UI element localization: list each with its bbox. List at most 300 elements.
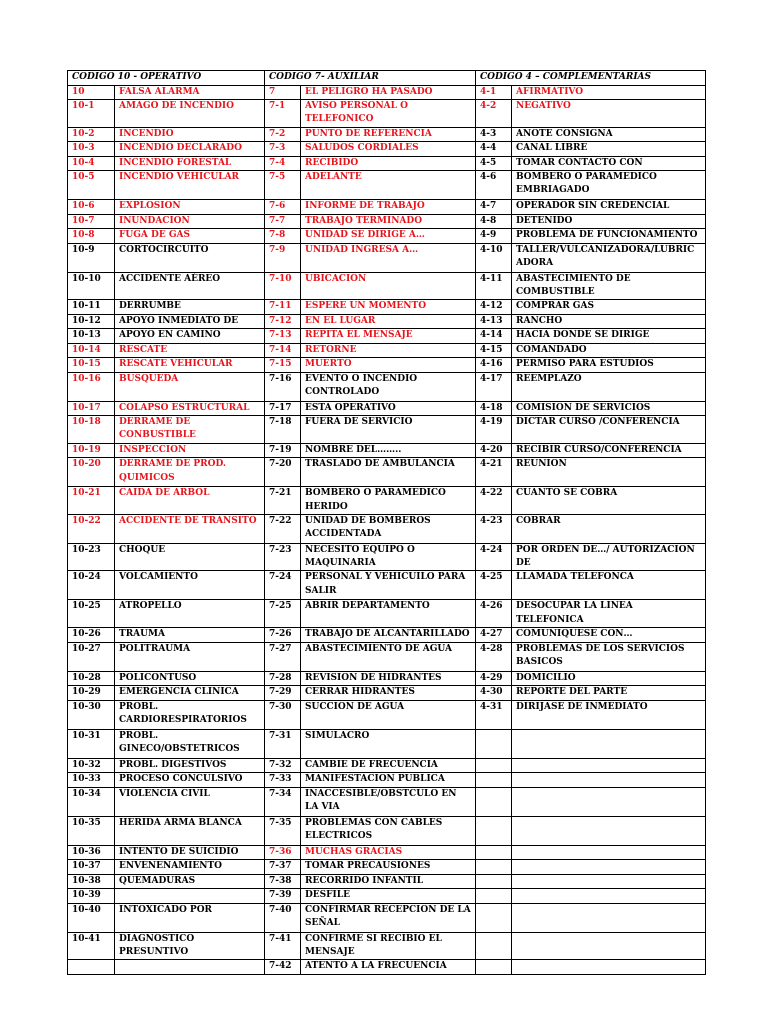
codigo-7-code-cell: 7-39 [265, 889, 301, 904]
codigo-7-code-cell: 7-42 [265, 960, 301, 975]
codigo-7-code-cell: 7-37 [265, 860, 301, 875]
codigo-4-desc-cell: REEMPLAZO [512, 372, 706, 401]
codigo-7-desc-cell: REVISION DE HIDRANTES [301, 671, 476, 686]
codigo-10-code-cell: 10-29 [68, 686, 115, 701]
codigo-10-desc-cell: DERRAME DE CONBUSTIBLE [115, 416, 265, 444]
codigo-7-desc-cell: TOMAR PRECAUSIONES [301, 860, 476, 875]
codigo-10-code-cell: 10-40 [68, 903, 115, 932]
codigo-4-code-cell: 4-15 [476, 343, 512, 358]
table-row [68, 171, 706, 200]
table-row [68, 628, 706, 643]
codigo-10-code-cell: 10-3 [68, 142, 115, 157]
codigo-10-desc-cell: DIAGNOSTICO PRESUNTIVO [115, 932, 265, 960]
codigo-4-code-cell: 4-25 [476, 571, 512, 600]
codigo-7-desc-cell: UBICACIÓN [301, 272, 476, 300]
codigo-7-code-cell: 7-40 [265, 903, 301, 932]
codigo-7-code-cell: 7-33 [265, 773, 301, 788]
table-row [68, 642, 706, 671]
codigo-7-desc-cell: TRABAJO DE ALCANTARILLADO [301, 628, 476, 643]
codigo-10-desc-cell: INTOXICADO POR [115, 903, 265, 932]
codigo-10-code-cell: 10-30 [68, 700, 115, 729]
codigo-7-desc-cell: INFORME DE TRABAJO [301, 200, 476, 215]
table-row [68, 686, 706, 701]
codigo-4-desc-cell: RANCHO [512, 314, 706, 329]
table-row [68, 458, 706, 487]
codigo-4-desc-cell [512, 960, 706, 975]
codigo-4-desc-cell: COMISION DE SERVICIOS [512, 401, 706, 416]
codigo-10-code-cell: 10-38 [68, 874, 115, 889]
codigo-10-code-cell: 10 [68, 85, 115, 100]
codigo-4-code-cell [476, 874, 512, 889]
codigo-4-code-cell: 4-5 [476, 156, 512, 171]
codigo-4-desc-cell: ANOTE CONSIGNA [512, 127, 706, 142]
codigo-4-code-cell: 4-26 [476, 600, 512, 628]
codigo-7-desc-cell: NECESITO EQUIPO O MAQUINARIA [301, 543, 476, 571]
codigo-7-desc-cell: TRASLADO DE AMBULANCIA [301, 458, 476, 487]
codigo-4-desc-cell: COMPRAR GAS [512, 300, 706, 315]
table-row [68, 329, 706, 344]
codigo-4-code-cell: 4-4 [476, 142, 512, 157]
codigo-4-code-cell: 4-24 [476, 543, 512, 571]
table-row [68, 960, 706, 975]
codigo-10-desc-cell: VIOLENCIA CIVIL [115, 787, 265, 816]
table-row [68, 487, 706, 515]
codigo-4-code-cell: 4-16 [476, 358, 512, 373]
codigo-4-desc-cell: ABASTECIMIENTO DE COMBUSTIBLE [512, 272, 706, 300]
codigo-10-desc-cell: DERRAME DE PROD. QUIMICOS [115, 458, 265, 487]
codigo-7-desc-cell: RECORRIDO INFANTIL [301, 874, 476, 889]
table-row [68, 127, 706, 142]
codigo-10-code-cell: 10-15 [68, 358, 115, 373]
codigo-10-desc-cell: APOYO INMEDIATO DE [115, 314, 265, 329]
codigo-7-desc-cell: ABRIR DEPARTAMENTO [301, 600, 476, 628]
codigo-7-desc-cell: SALUDOS CORDIALES [301, 142, 476, 157]
codigo-4-code-cell [476, 773, 512, 788]
codigo-4-desc-cell [512, 729, 706, 758]
codigo-10-desc-cell: FUGA DE GAS [115, 229, 265, 244]
codigo-10-code-cell: 10-1 [68, 100, 115, 128]
codigo-7-desc-cell: ESTA OPERATIVO [301, 401, 476, 416]
codigo-7-desc-cell: ADELANTE [301, 171, 476, 200]
codigo-4-code-cell: 4-13 [476, 314, 512, 329]
codigo-10-code-cell: 10-36 [68, 845, 115, 860]
codigo-7-code-cell: 7-1 [265, 100, 301, 128]
table-row [68, 85, 706, 100]
codigo-4-code-cell: 4-3 [476, 127, 512, 142]
codigo-10-code-cell: 10-25 [68, 600, 115, 628]
table-row [68, 416, 706, 444]
codigo-7-code-cell: 7-24 [265, 571, 301, 600]
codigo-7-code-cell: 7-20 [265, 458, 301, 487]
codigo-10-code-cell: 10-26 [68, 628, 115, 643]
header-codigo-4: CODIGO 4 – COMPLEMENTARIAS [476, 71, 706, 86]
codigo-4-code-cell: 4-19 [476, 416, 512, 444]
codigo-7-code-cell: 7-10 [265, 272, 301, 300]
codigo-7-code-cell: 7-36 [265, 845, 301, 860]
table-row [68, 314, 706, 329]
codigo-7-desc-cell: MUERTO [301, 358, 476, 373]
codigo-4-desc-cell: REPORTE DEL PARTE [512, 686, 706, 701]
codigo-7-desc-cell: BOMBERO O PARAMEDICO HERIDO [301, 487, 476, 515]
codigo-4-desc-cell [512, 845, 706, 860]
codigo-4-desc-cell: NEGATIVO [512, 100, 706, 128]
codigo-7-code-cell: 7-32 [265, 758, 301, 773]
codigo-4-desc-cell: REUNION [512, 458, 706, 487]
codigo-4-desc-cell: LLAMADA TELEFONCA [512, 571, 706, 600]
codigo-10-code-cell: 10-4 [68, 156, 115, 171]
codigo-4-code-cell: 4-31 [476, 700, 512, 729]
codigo-4-desc-cell: DESOCUPAR LA LINEA TELEFONICA [512, 600, 706, 628]
codigo-7-code-cell: 7-25 [265, 600, 301, 628]
table-row [68, 860, 706, 875]
codigo-7-code-cell: 7-23 [265, 543, 301, 571]
codigo-4-desc-cell: DICTAR CURSO /CONFERENCIA [512, 416, 706, 444]
table-row [68, 243, 706, 272]
codigo-10-desc-cell: INUNDACION [115, 214, 265, 229]
codigo-7-desc-cell: FUERA DE SERVICIO [301, 416, 476, 444]
codigo-10-code-cell: 10-6 [68, 200, 115, 215]
codigo-4-code-cell [476, 903, 512, 932]
codigo-7-code-cell: 7-15 [265, 358, 301, 373]
codigo-7-code-cell: 7-30 [265, 700, 301, 729]
codigo-10-code-cell [68, 960, 115, 975]
codigo-7-desc-cell: DESFILE [301, 889, 476, 904]
codigo-7-code-cell: 7-22 [265, 514, 301, 543]
table-row [68, 932, 706, 960]
codigo-7-desc-cell: EVENTO O INCENDIO CONTROLADO [301, 372, 476, 401]
codigo-4-code-cell: 4-6 [476, 171, 512, 200]
codigo-7-desc-cell: EN EL LUGAR [301, 314, 476, 329]
codigo-10-desc-cell: PROBL. DIGESTIVOS [115, 758, 265, 773]
codigo-10-code-cell: 10-27 [68, 642, 115, 671]
codigo-7-code-cell: 7-17 [265, 401, 301, 416]
codigo-10-desc-cell: RESCATE VEHICULAR [115, 358, 265, 373]
table-row [68, 729, 706, 758]
table-row [68, 874, 706, 889]
codigo-4-code-cell [476, 960, 512, 975]
codigo-7-desc-cell: UNIDAD SE DIRIGE A… [301, 229, 476, 244]
table-row [68, 401, 706, 416]
codigo-10-code-cell: 10-21 [68, 487, 115, 515]
codigo-10-desc-cell: COLAPSO ESTRUCTURAL [115, 401, 265, 416]
codigo-10-code-cell: 10-23 [68, 543, 115, 571]
codigo-7-desc-cell: MUCHAS GRACIAS [301, 845, 476, 860]
codigo-4-code-cell: 4-14 [476, 329, 512, 344]
codigo-7-code-cell: 7-9 [265, 243, 301, 272]
codigo-7-desc-cell: ESPERE UN MOMENTO [301, 300, 476, 315]
codigo-10-code-cell: 10-16 [68, 372, 115, 401]
codigo-4-desc-cell [512, 889, 706, 904]
table-row [68, 671, 706, 686]
codigo-10-code-cell: 10-35 [68, 816, 115, 845]
codigo-10-desc-cell: APOYO EN CAMINO [115, 329, 265, 344]
codigo-10-desc-cell: POLITRAUMA [115, 642, 265, 671]
codigo-10-code-cell: 10-32 [68, 758, 115, 773]
codigo-4-desc-cell [512, 816, 706, 845]
codigo-10-desc-cell: CORTOCIRCUITO [115, 243, 265, 272]
codigo-4-code-cell: 4-10 [476, 243, 512, 272]
table-row [68, 903, 706, 932]
codigo-10-code-cell: 10-2 [68, 127, 115, 142]
codigo-10-code-cell: 10-37 [68, 860, 115, 875]
codigo-7-code-cell: 7-11 [265, 300, 301, 315]
codigo-4-desc-cell: CANAL LIBRE [512, 142, 706, 157]
codigo-10-code-cell: 10-28 [68, 671, 115, 686]
codigo-4-code-cell: 4-18 [476, 401, 512, 416]
codigo-4-desc-cell: HACIA DONDE SE DIRIGE [512, 329, 706, 344]
codigo-7-code-cell: 7-6 [265, 200, 301, 215]
codigo-10-code-cell: 10-11 [68, 300, 115, 315]
codigo-10-desc-cell: ENVENENAMIENTO [115, 860, 265, 875]
codigo-4-desc-cell: COMUNIQUESE CON… [512, 628, 706, 643]
table-row [68, 343, 706, 358]
table-row [68, 773, 706, 788]
table-row [68, 514, 706, 543]
codigo-7-desc-cell: ABASTECIMIENTO DE AGUA [301, 642, 476, 671]
codigo-7-desc-cell: UNIDAD DE BOMBEROS ACCIDENTADA [301, 514, 476, 543]
codigo-4-code-cell [476, 758, 512, 773]
codigo-4-code-cell: 4-27 [476, 628, 512, 643]
codigo-7-desc-cell: PERSONAL Y VEHICUILO PARA SALIR [301, 571, 476, 600]
table-row [68, 571, 706, 600]
codigo-4-desc-cell [512, 773, 706, 788]
codigo-7-code-cell: 7-34 [265, 787, 301, 816]
codigo-7-desc-cell: NOMBRE DEL…….. [301, 443, 476, 458]
codigo-4-desc-cell [512, 758, 706, 773]
codigo-7-code-cell: 7-29 [265, 686, 301, 701]
codigo-4-desc-cell: POR ORDEN DE…/ AUTORIZACION DE [512, 543, 706, 571]
codigo-7-code-cell: 7-2 [265, 127, 301, 142]
codigo-4-desc-cell: TALLER/VULCANIZADORA/LUBRICADORA [512, 243, 706, 272]
codigo-10-code-cell: 10-41 [68, 932, 115, 960]
table-row [68, 889, 706, 904]
codigo-7-code-cell: 7-13 [265, 329, 301, 344]
codigo-7-desc-cell: ATENTO A LA FRECUENCIA [301, 960, 476, 975]
codigo-7-desc-cell: AVISO PERSONAL O TELEFONICO [301, 100, 476, 128]
codigo-4-code-cell: 4-17 [476, 372, 512, 401]
codigo-4-code-cell [476, 787, 512, 816]
codigo-10-code-cell: 10-24 [68, 571, 115, 600]
codigo-7-desc-cell: SUCCION DE AGUA [301, 700, 476, 729]
codigo-10-desc-cell: ACCIDENTE DE TRANSITO [115, 514, 265, 543]
table-row [68, 845, 706, 860]
radio-codes-table [67, 70, 706, 975]
codigo-7-code-cell: 7-16 [265, 372, 301, 401]
codigo-7-code-cell: 7-35 [265, 816, 301, 845]
codigo-10-desc-cell: CHOQUE [115, 543, 265, 571]
codigo-10-desc-cell: PROCESO CONCULSIVO [115, 773, 265, 788]
codes-body [68, 85, 706, 974]
codigo-7-desc-cell: CAMBIE DE FRECUENCIA [301, 758, 476, 773]
table-row [68, 700, 706, 729]
codigo-7-code-cell: 7-7 [265, 214, 301, 229]
codigo-4-desc-cell: PROBLEMA DE FUNCIONAMIENTO [512, 229, 706, 244]
codigo-7-desc-cell: REPITA EL MENSAJE [301, 329, 476, 344]
codigo-4-code-cell: 4-7 [476, 200, 512, 215]
codigo-4-desc-cell: DIRIJASE DE INMEDIATO [512, 700, 706, 729]
codigo-10-code-cell: 10-19 [68, 443, 115, 458]
table-row [68, 214, 706, 229]
codigo-4-code-cell: 4-8 [476, 214, 512, 229]
table-row [68, 156, 706, 171]
codigo-4-code-cell [476, 729, 512, 758]
codigo-4-code-cell: 4-1 [476, 85, 512, 100]
codigo-10-code-cell: 10-8 [68, 229, 115, 244]
codigo-4-code-cell: 4-20 [476, 443, 512, 458]
codigo-10-desc-cell: PROBL. CARDIORESPIRATORIOS [115, 700, 265, 729]
codigo-10-desc-cell: VOLCAMIENTO [115, 571, 265, 600]
codigo-4-code-cell: 4-21 [476, 458, 512, 487]
codigo-7-desc-cell: TRABAJO TERMINADO [301, 214, 476, 229]
codigo-7-code-cell: 7-38 [265, 874, 301, 889]
codigo-7-desc-cell: CONFIRME SI RECIBIO EL MENSAJE [301, 932, 476, 960]
codigo-10-code-cell: 10-14 [68, 343, 115, 358]
codigo-4-code-cell: 4-2 [476, 100, 512, 128]
codigo-7-code-cell: 7-26 [265, 628, 301, 643]
codigo-10-desc-cell: INCENDIO [115, 127, 265, 142]
codigo-7-desc-cell: INACCESIBLE/OBSTCULO EN LA VIA [301, 787, 476, 816]
codigo-7-desc-cell: CONFIRMAR RECEPCION DE LA SEÑAL [301, 903, 476, 932]
codigo-10-desc-cell: HERIDA ARMA BLANCA [115, 816, 265, 845]
codigo-7-code-cell: 7-3 [265, 142, 301, 157]
codigo-10-desc-cell: INTENTO DE SUICIDIO [115, 845, 265, 860]
codigo-7-code-cell: 7-31 [265, 729, 301, 758]
table-row [68, 229, 706, 244]
codigo-4-code-cell [476, 889, 512, 904]
codigo-7-desc-cell: RECIBIDO [301, 156, 476, 171]
codigo-10-desc-cell: INCENDIO FORESTAL [115, 156, 265, 171]
codigo-10-code-cell: 10-20 [68, 458, 115, 487]
table-row [68, 543, 706, 571]
codigo-4-desc-cell: CUANTO SE COBRA [512, 487, 706, 515]
codigo-10-desc-cell: INCENDIO VEHICULAR [115, 171, 265, 200]
table-row [68, 100, 706, 128]
table-row [68, 272, 706, 300]
codigo-4-desc-cell [512, 874, 706, 889]
codigo-4-code-cell [476, 845, 512, 860]
codigo-10-code-cell: 10-17 [68, 401, 115, 416]
codigo-4-desc-cell: DOMICILIO [512, 671, 706, 686]
codigo-7-code-cell: 7-8 [265, 229, 301, 244]
codigo-4-code-cell: 4-22 [476, 487, 512, 515]
codigo-7-code-cell: 7-4 [265, 156, 301, 171]
codigo-4-desc-cell: RECIBIR CURSO/CONFERENCIA [512, 443, 706, 458]
codigo-4-code-cell: 4-29 [476, 671, 512, 686]
codigo-4-desc-cell [512, 860, 706, 875]
codigo-4-desc-cell: COMANDADO [512, 343, 706, 358]
codigo-10-code-cell: 10-34 [68, 787, 115, 816]
codigo-10-desc-cell: QUEMADURAS [115, 874, 265, 889]
table-row [68, 358, 706, 373]
codigo-10-desc-cell: POLICONTUSO [115, 671, 265, 686]
codigo-4-desc-cell: AFIRMATIVO [512, 85, 706, 100]
codigo-10-desc-cell: ACCIDENTE AÉREO [115, 272, 265, 300]
table-row [68, 758, 706, 773]
codigo-10-desc-cell: PROBL. GINECO/OBSTETRICOS [115, 729, 265, 758]
codigo-10-code-cell: 10-33 [68, 773, 115, 788]
codigo-10-desc-cell: TRAUMA [115, 628, 265, 643]
codigo-4-desc-cell: PROBLEMAS DE LOS SERVICIOS BASICOS [512, 642, 706, 671]
codigo-10-code-cell: 10-9 [68, 243, 115, 272]
table-row [68, 787, 706, 816]
codigo-4-code-cell: 4-9 [476, 229, 512, 244]
header-codigo-7: CODIGO 7- AUXILIAR [265, 71, 476, 86]
codigo-4-desc-cell: TOMAR CONTACTO CON [512, 156, 706, 171]
codigo-7-desc-cell: PUNTO DE REFERENCIA [301, 127, 476, 142]
codigo-10-code-cell: 10-12 [68, 314, 115, 329]
codigo-4-code-cell: 4-28 [476, 642, 512, 671]
codigo-10-code-cell: 10-39 [68, 889, 115, 904]
codigo-7-desc-cell: PROBLEMAS CON CABLES ELECTRICOS [301, 816, 476, 845]
codigo-10-desc-cell: DERRUMBE [115, 300, 265, 315]
codigo-10-code-cell: 10-5 [68, 171, 115, 200]
table-row [68, 816, 706, 845]
table-row [68, 200, 706, 215]
codigo-10-code-cell: 10-18 [68, 416, 115, 444]
codigo-4-code-cell [476, 932, 512, 960]
codigo-10-desc-cell: RESCATE [115, 343, 265, 358]
codigo-4-desc-cell [512, 932, 706, 960]
codigo-10-desc-cell: BUSQUEDA [115, 372, 265, 401]
codigo-10-desc-cell [115, 889, 265, 904]
codigo-10-desc-cell: AMAGO DE INCENDIO [115, 100, 265, 128]
codigo-4-desc-cell: PERMISO PARA ESTUDIOS [512, 358, 706, 373]
codigo-7-code-cell: 7-12 [265, 314, 301, 329]
table-row [68, 372, 706, 401]
codigo-7-desc-cell: RETORNE [301, 343, 476, 358]
header-row [68, 71, 706, 86]
codigo-4-code-cell [476, 860, 512, 875]
codigo-10-code-cell: 10-7 [68, 214, 115, 229]
table-row [68, 443, 706, 458]
codigo-7-desc-cell: CERRAR HIDRANTES [301, 686, 476, 701]
codigo-10-desc-cell [115, 960, 265, 975]
header-codigo-10: CODIGO 10 - OPERATIVO [68, 71, 265, 86]
codigo-7-code-cell: 7-14 [265, 343, 301, 358]
codigo-4-code-cell: 4-11 [476, 272, 512, 300]
codigo-4-desc-cell [512, 787, 706, 816]
codigo-10-code-cell: 10-10 [68, 272, 115, 300]
codigo-10-desc-cell: FALSA ALARMA [115, 85, 265, 100]
codigo-10-desc-cell: EMERGENCIA CLINICA [115, 686, 265, 701]
codigo-4-desc-cell [512, 903, 706, 932]
codigo-7-desc-cell: MANIFESTACION PUBLICA [301, 773, 476, 788]
codigo-10-desc-cell: CAIDA DE ARBOL [115, 487, 265, 515]
codigo-10-code-cell: 10-22 [68, 514, 115, 543]
codigo-7-code-cell: 7 [265, 85, 301, 100]
codigo-4-desc-cell: DETENIDO [512, 214, 706, 229]
codigo-7-code-cell: 7-5 [265, 171, 301, 200]
codigo-10-desc-cell: INCENDIO DECLARADO [115, 142, 265, 157]
table-row [68, 300, 706, 315]
codigo-7-code-cell: 7-21 [265, 487, 301, 515]
codigo-7-code-cell: 7-28 [265, 671, 301, 686]
codigo-7-code-cell: 7-18 [265, 416, 301, 444]
codigo-10-code-cell: 10-13 [68, 329, 115, 344]
codigo-7-desc-cell: UNIDAD INGRESA A… [301, 243, 476, 272]
codigo-4-code-cell: 4-23 [476, 514, 512, 543]
table-row [68, 142, 706, 157]
codigo-7-code-cell: 7-19 [265, 443, 301, 458]
table-row [68, 600, 706, 628]
codigo-7-desc-cell: SIMULACRO [301, 729, 476, 758]
codigo-4-code-cell: 4-30 [476, 686, 512, 701]
codigo-4-code-cell [476, 816, 512, 845]
codigo-4-desc-cell: BOMBERO O PARAMEDICO EMBRIAGADO [512, 171, 706, 200]
codigo-7-code-cell: 7-41 [265, 932, 301, 960]
codigo-10-desc-cell: INSPECCION [115, 443, 265, 458]
codigo-10-code-cell: 10-31 [68, 729, 115, 758]
